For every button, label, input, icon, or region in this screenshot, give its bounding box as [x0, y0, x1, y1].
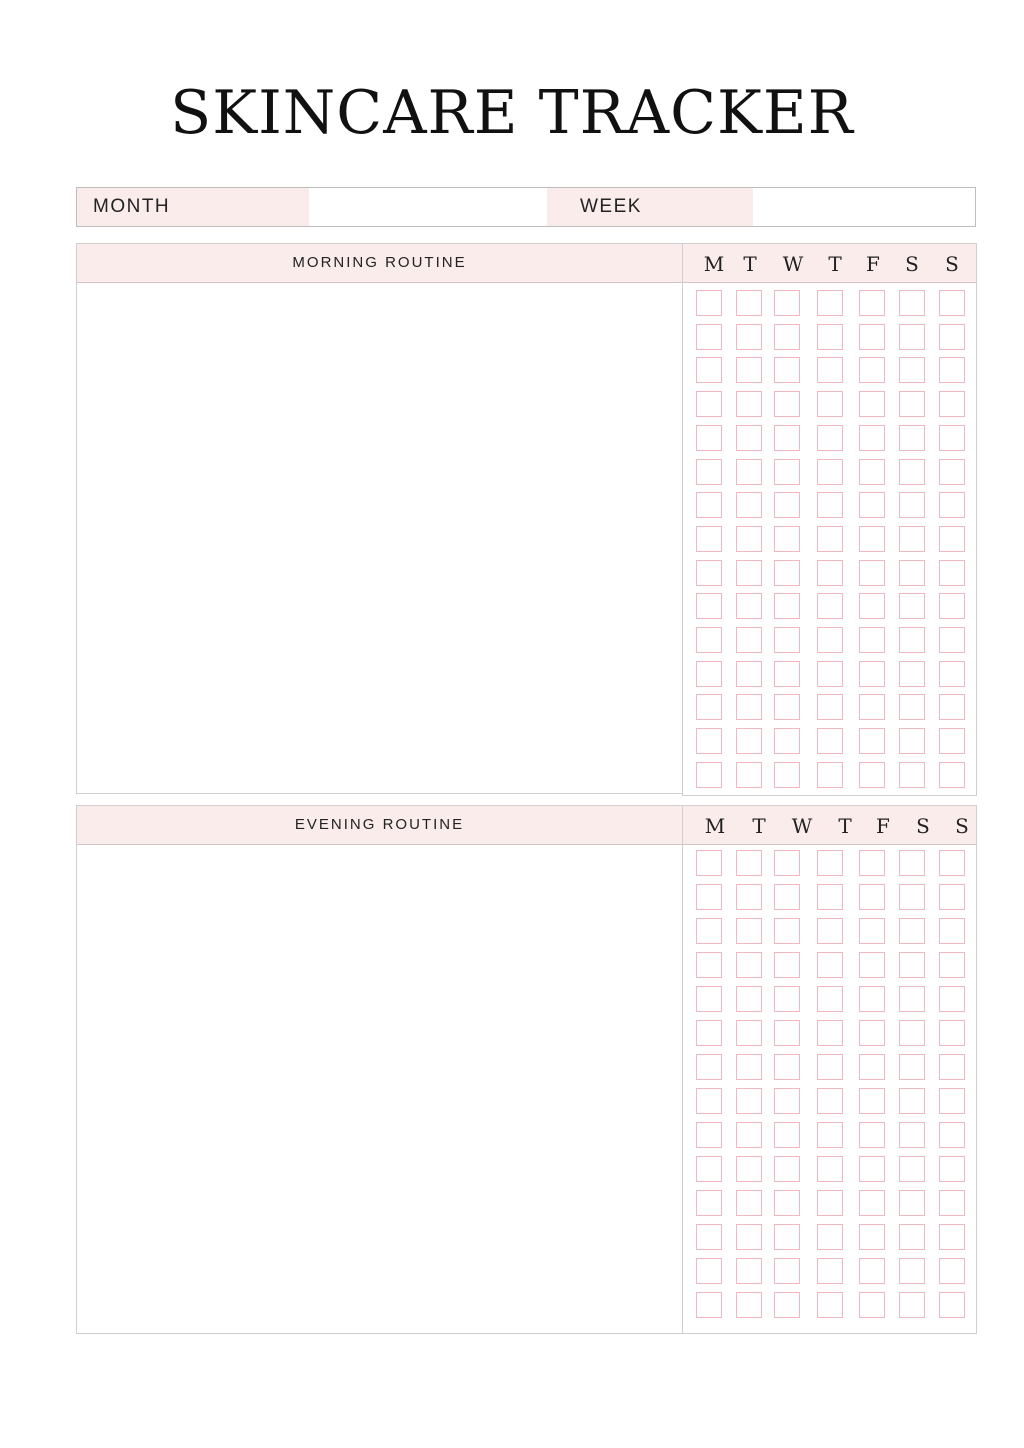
month-label: MONTH [77, 188, 309, 226]
habit-checkbox[interactable] [817, 661, 843, 687]
habit-checkbox[interactable] [899, 391, 925, 417]
day-label: S [905, 252, 919, 276]
habit-checkbox[interactable] [696, 1292, 722, 1318]
habit-checkbox[interactable] [899, 357, 925, 383]
habit-checkbox[interactable] [774, 526, 800, 552]
habit-checkbox[interactable] [736, 1224, 762, 1250]
habit-checkbox[interactable] [939, 459, 965, 485]
habit-checkbox[interactable] [939, 627, 965, 653]
habit-checkbox[interactable] [939, 425, 965, 451]
habit-checkbox[interactable] [696, 1020, 722, 1046]
habit-checkbox[interactable] [939, 1258, 965, 1284]
habit-checkbox[interactable] [736, 986, 762, 1012]
habit-checkbox[interactable] [939, 728, 965, 754]
habit-checkbox[interactable] [817, 1122, 843, 1148]
habit-checkbox[interactable] [817, 1292, 843, 1318]
habit-checkbox[interactable] [859, 357, 885, 383]
habit-checkbox[interactable] [817, 324, 843, 350]
habit-checkbox[interactable] [736, 425, 762, 451]
day-label: F [876, 814, 890, 838]
habit-checkbox[interactable] [939, 357, 965, 383]
habit-checkbox[interactable] [736, 1190, 762, 1216]
habit-checkbox[interactable] [939, 952, 965, 978]
habit-checkbox[interactable] [859, 459, 885, 485]
habit-checkbox[interactable] [817, 918, 843, 944]
habit-checkbox[interactable] [939, 661, 965, 687]
month-week-bar [76, 187, 976, 227]
habit-checkbox[interactable] [899, 324, 925, 350]
habit-checkbox[interactable] [939, 762, 965, 788]
habit-checkbox[interactable] [859, 324, 885, 350]
habit-checkbox[interactable] [859, 694, 885, 720]
habit-checkbox[interactable] [774, 1122, 800, 1148]
habit-checkbox[interactable] [899, 627, 925, 653]
day-label: M [704, 814, 726, 838]
habit-checkbox[interactable] [899, 952, 925, 978]
habit-checkbox[interactable] [859, 1258, 885, 1284]
habit-checkbox[interactable] [696, 952, 722, 978]
habit-checkbox[interactable] [817, 762, 843, 788]
habit-checkbox[interactable] [774, 1224, 800, 1250]
habit-checkbox[interactable] [696, 526, 722, 552]
habit-checkbox[interactable] [774, 1020, 800, 1046]
habit-checkbox[interactable] [817, 850, 843, 876]
habit-checkbox[interactable] [859, 1020, 885, 1046]
habit-checkbox[interactable] [774, 1054, 800, 1080]
habit-checkbox[interactable] [736, 560, 762, 586]
habit-checkbox[interactable] [939, 1122, 965, 1148]
morning-days-header [683, 244, 976, 283]
habit-checkbox[interactable] [817, 1190, 843, 1216]
habit-checkbox[interactable] [736, 391, 762, 417]
habit-checkbox[interactable] [736, 661, 762, 687]
habit-checkbox[interactable] [696, 1258, 722, 1284]
habit-checkbox[interactable] [736, 1054, 762, 1080]
habit-checkbox[interactable] [774, 884, 800, 910]
habit-checkbox[interactable] [774, 1258, 800, 1284]
habit-checkbox[interactable] [774, 661, 800, 687]
habit-checkbox[interactable] [939, 391, 965, 417]
habit-checkbox[interactable] [736, 952, 762, 978]
habit-checkbox[interactable] [696, 762, 722, 788]
habit-checkbox[interactable] [817, 1258, 843, 1284]
day-label: F [866, 252, 880, 276]
habit-checkbox[interactable] [696, 1156, 722, 1182]
habit-checkbox[interactable] [899, 560, 925, 586]
day-label: T [828, 252, 842, 276]
habit-checkbox[interactable] [899, 593, 925, 619]
habit-checkbox[interactable] [939, 986, 965, 1012]
habit-checkbox[interactable] [817, 884, 843, 910]
habit-checkbox[interactable] [736, 1122, 762, 1148]
habit-checkbox[interactable] [817, 526, 843, 552]
habit-checkbox[interactable] [736, 290, 762, 316]
habit-checkbox[interactable] [817, 1054, 843, 1080]
habit-checkbox[interactable] [859, 762, 885, 788]
habit-checkbox[interactable] [939, 884, 965, 910]
habit-checkbox[interactable] [939, 1292, 965, 1318]
habit-checkbox[interactable] [899, 850, 925, 876]
habit-checkbox[interactable] [859, 661, 885, 687]
day-label: S [916, 814, 930, 838]
habit-checkbox[interactable] [696, 728, 722, 754]
habit-checkbox[interactable] [774, 391, 800, 417]
habit-checkbox[interactable] [859, 850, 885, 876]
habit-checkbox[interactable] [696, 459, 722, 485]
habit-checkbox[interactable] [774, 918, 800, 944]
morning-tracker [682, 243, 977, 796]
day-label: T [752, 814, 766, 838]
habit-checkbox[interactable] [939, 850, 965, 876]
habit-checkbox[interactable] [774, 986, 800, 1012]
habit-checkbox[interactable] [774, 357, 800, 383]
habit-checkbox[interactable] [736, 593, 762, 619]
habit-checkbox[interactable] [774, 1292, 800, 1318]
habit-checkbox[interactable] [736, 884, 762, 910]
habit-checkbox[interactable] [859, 593, 885, 619]
habit-checkbox[interactable] [696, 357, 722, 383]
habit-checkbox[interactable] [736, 728, 762, 754]
habit-checkbox[interactable] [899, 918, 925, 944]
habit-checkbox[interactable] [696, 661, 722, 687]
week-label: WEEK [547, 188, 753, 226]
habit-checkbox[interactable] [859, 1088, 885, 1114]
habit-checkbox[interactable] [774, 593, 800, 619]
habit-checkbox[interactable] [817, 986, 843, 1012]
habit-checkbox[interactable] [696, 986, 722, 1012]
habit-checkbox[interactable] [736, 762, 762, 788]
habit-checkbox[interactable] [817, 694, 843, 720]
habit-checkbox[interactable] [899, 884, 925, 910]
habit-checkbox[interactable] [859, 1292, 885, 1318]
habit-checkbox[interactable] [696, 391, 722, 417]
habit-checkbox[interactable] [859, 986, 885, 1012]
habit-checkbox[interactable] [696, 290, 722, 316]
habit-checkbox[interactable] [859, 1054, 885, 1080]
habit-checkbox[interactable] [859, 1156, 885, 1182]
habit-checkbox[interactable] [899, 290, 925, 316]
habit-checkbox[interactable] [939, 694, 965, 720]
day-label: S [945, 252, 959, 276]
habit-checkbox[interactable] [736, 459, 762, 485]
habit-checkbox[interactable] [696, 1190, 722, 1216]
habit-checkbox[interactable] [696, 1224, 722, 1250]
day-label: T [838, 814, 852, 838]
habit-checkbox[interactable] [696, 884, 722, 910]
habit-checkbox[interactable] [774, 1156, 800, 1182]
habit-checkbox[interactable] [859, 952, 885, 978]
habit-checkbox[interactable] [899, 694, 925, 720]
habit-checkbox[interactable] [696, 627, 722, 653]
habit-checkbox[interactable] [774, 560, 800, 586]
habit-checkbox[interactable] [899, 728, 925, 754]
day-label: W [782, 252, 804, 276]
habit-checkbox[interactable] [696, 1054, 722, 1080]
habit-checkbox[interactable] [859, 560, 885, 586]
habit-checkbox[interactable] [736, 694, 762, 720]
habit-checkbox[interactable] [899, 986, 925, 1012]
habit-checkbox[interactable] [939, 1224, 965, 1250]
morning-routine-box [76, 243, 683, 794]
habit-checkbox[interactable] [939, 526, 965, 552]
evening-routine-box [76, 805, 683, 1334]
habit-checkbox[interactable] [774, 1088, 800, 1114]
day-label: M [703, 252, 725, 276]
habit-checkbox[interactable] [899, 661, 925, 687]
habit-checkbox[interactable] [774, 1190, 800, 1216]
habit-checkbox[interactable] [899, 1020, 925, 1046]
habit-checkbox[interactable] [736, 1088, 762, 1114]
habit-checkbox[interactable] [859, 492, 885, 518]
habit-checkbox[interactable] [939, 1088, 965, 1114]
habit-checkbox[interactable] [899, 1122, 925, 1148]
day-label: T [743, 252, 757, 276]
habit-checkbox[interactable] [774, 492, 800, 518]
evening-tracker [682, 805, 977, 1334]
habit-checkbox[interactable] [774, 850, 800, 876]
habit-checkbox[interactable] [939, 560, 965, 586]
habit-checkbox[interactable] [736, 918, 762, 944]
habit-checkbox[interactable] [939, 290, 965, 316]
habit-checkbox[interactable] [696, 324, 722, 350]
habit-checkbox[interactable] [817, 627, 843, 653]
habit-checkbox[interactable] [696, 425, 722, 451]
habit-checkbox[interactable] [736, 526, 762, 552]
habit-checkbox[interactable] [899, 1190, 925, 1216]
habit-checkbox[interactable] [774, 627, 800, 653]
habit-checkbox[interactable] [817, 952, 843, 978]
habit-checkbox[interactable] [774, 762, 800, 788]
habit-checkbox[interactable] [736, 357, 762, 383]
habit-checkbox[interactable] [899, 1088, 925, 1114]
habit-checkbox[interactable] [817, 560, 843, 586]
habit-checkbox[interactable] [859, 391, 885, 417]
habit-checkbox[interactable] [817, 1020, 843, 1046]
habit-checkbox[interactable] [859, 627, 885, 653]
habit-checkbox[interactable] [859, 728, 885, 754]
habit-checkbox[interactable] [736, 627, 762, 653]
habit-checkbox[interactable] [817, 492, 843, 518]
habit-checkbox[interactable] [899, 425, 925, 451]
habit-checkbox[interactable] [859, 526, 885, 552]
habit-checkbox[interactable] [899, 492, 925, 518]
habit-checkbox[interactable] [817, 425, 843, 451]
habit-checkbox[interactable] [939, 324, 965, 350]
habit-checkbox[interactable] [899, 1292, 925, 1318]
habit-checkbox[interactable] [939, 1190, 965, 1216]
habit-checkbox[interactable] [736, 492, 762, 518]
habit-checkbox[interactable] [696, 492, 722, 518]
habit-checkbox[interactable] [817, 1156, 843, 1182]
habit-checkbox[interactable] [774, 694, 800, 720]
habit-checkbox[interactable] [899, 1258, 925, 1284]
habit-checkbox[interactable] [696, 593, 722, 619]
habit-checkbox[interactable] [774, 728, 800, 754]
habit-checkbox[interactable] [899, 459, 925, 485]
habit-checkbox[interactable] [774, 290, 800, 316]
habit-checkbox[interactable] [899, 1156, 925, 1182]
morning-routine-heading: MORNING ROUTINE [77, 244, 682, 283]
habit-checkbox[interactable] [939, 593, 965, 619]
habit-checkbox[interactable] [859, 290, 885, 316]
habit-checkbox[interactable] [774, 425, 800, 451]
habit-checkbox[interactable] [774, 459, 800, 485]
habit-checkbox[interactable] [899, 1054, 925, 1080]
habit-checkbox[interactable] [859, 884, 885, 910]
habit-checkbox[interactable] [774, 952, 800, 978]
habit-checkbox[interactable] [774, 324, 800, 350]
habit-checkbox[interactable] [696, 560, 722, 586]
habit-checkbox[interactable] [736, 850, 762, 876]
habit-checkbox[interactable] [817, 593, 843, 619]
evening-routine-heading: EVENING ROUTINE [77, 806, 682, 845]
habit-checkbox[interactable] [817, 459, 843, 485]
habit-checkbox[interactable] [899, 762, 925, 788]
evening-days-header [683, 806, 976, 845]
habit-checkbox[interactable] [939, 918, 965, 944]
habit-checkbox[interactable] [696, 694, 722, 720]
habit-checkbox[interactable] [899, 1224, 925, 1250]
habit-checkbox[interactable] [939, 1054, 965, 1080]
page-title: SKINCARE TRACKER [170, 78, 854, 148]
habit-checkbox[interactable] [696, 1088, 722, 1114]
habit-checkbox[interactable] [696, 918, 722, 944]
habit-checkbox[interactable] [859, 1122, 885, 1148]
habit-checkbox[interactable] [859, 425, 885, 451]
habit-checkbox[interactable] [939, 1156, 965, 1182]
habit-checkbox[interactable] [696, 1122, 722, 1148]
habit-checkbox[interactable] [939, 492, 965, 518]
day-label: W [791, 814, 813, 838]
habit-checkbox[interactable] [899, 526, 925, 552]
habit-checkbox[interactable] [859, 918, 885, 944]
habit-checkbox[interactable] [859, 1224, 885, 1250]
habit-checkbox[interactable] [939, 1020, 965, 1046]
habit-checkbox[interactable] [817, 728, 843, 754]
habit-checkbox[interactable] [817, 290, 843, 316]
habit-checkbox[interactable] [817, 357, 843, 383]
habit-checkbox[interactable] [817, 1224, 843, 1250]
day-label: S [955, 814, 969, 838]
habit-checkbox[interactable] [736, 324, 762, 350]
habit-checkbox[interactable] [696, 850, 722, 876]
habit-checkbox[interactable] [817, 1088, 843, 1114]
habit-checkbox[interactable] [736, 1020, 762, 1046]
habit-checkbox[interactable] [736, 1156, 762, 1182]
habit-checkbox[interactable] [859, 1190, 885, 1216]
habit-checkbox[interactable] [736, 1292, 762, 1318]
habit-checkbox[interactable] [817, 391, 843, 417]
habit-checkbox[interactable] [736, 1258, 762, 1284]
